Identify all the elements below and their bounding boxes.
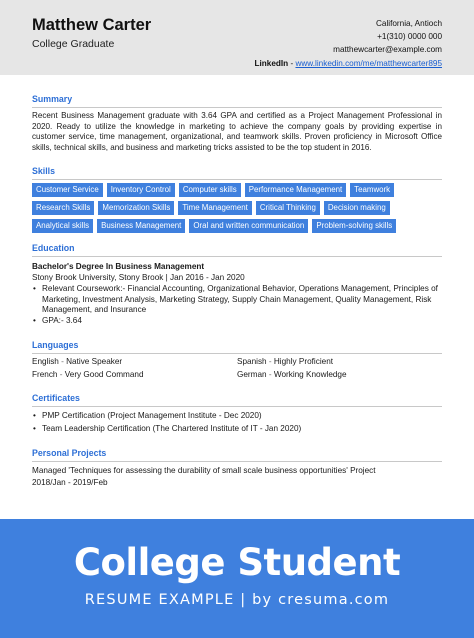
school-line: Stony Brook University, Stony Brook | Jan 2016 - Jan 2020 bbox=[32, 272, 245, 282]
coursework-item: • Relevant Coursework:- Financial Accounting, Organizational Behavior, Operations Management, Principles of Marketing, Investment Analysis, Marketing Strategy, Supply Chain Management, Quality Management, Risk Management, and Insurance bbox=[32, 284, 442, 316]
certificates-divider bbox=[32, 406, 442, 407]
skills-row bbox=[32, 183, 452, 197]
language-item bbox=[237, 357, 333, 366]
certificates-list bbox=[32, 409, 442, 435]
skills-row bbox=[32, 219, 452, 233]
skill-tag: Analytical skills bbox=[32, 219, 93, 233]
skill-tag: Teamwork bbox=[350, 183, 394, 197]
resume-header bbox=[0, 0, 474, 75]
skill-tag: Performance Management bbox=[245, 183, 346, 197]
projects-divider bbox=[32, 461, 442, 462]
linkedin-label: LinkedIn bbox=[254, 58, 289, 68]
candidate-title: College Graduate bbox=[32, 38, 115, 50]
education-bullets bbox=[32, 284, 442, 326]
summary-heading: Summary bbox=[32, 94, 73, 104]
certificate-item: • Team Leadership Certification (The Chartered Institute of IT - Jan 2020) bbox=[32, 422, 442, 435]
languages-heading: Languages bbox=[32, 340, 79, 350]
skill-tag: Time Management bbox=[178, 201, 252, 215]
language-name: Spanish bbox=[237, 357, 267, 366]
education-divider bbox=[32, 256, 442, 257]
skills-list bbox=[32, 183, 452, 237]
skill-tag: Memorization Skills bbox=[98, 201, 174, 215]
projects-heading: Personal Projects bbox=[32, 448, 107, 458]
skill-tag: Problem-solving skills bbox=[312, 219, 396, 233]
language-item bbox=[237, 370, 347, 379]
gpa-item: • GPA:- 3.64 bbox=[32, 316, 442, 327]
summary-text: Recent Business Management graduate with 3.64 GPA and certified as a Project Management Professional in 2020. Ready to utilize the knowledge in marketing to achieve the company goals by providing expertise in customer service, time management, organizational, and teamwork skills. Proven proficiency in Microsoft Office skills, technical skills, and business and marketing tricks assisted to be the top student in 2016. bbox=[32, 111, 442, 152]
languages-divider bbox=[32, 353, 442, 354]
promo-banner bbox=[0, 519, 474, 638]
education-heading: Education bbox=[32, 243, 75, 253]
language-name: German bbox=[237, 370, 267, 379]
language-separator: - bbox=[266, 357, 274, 366]
skill-tag: Research Skills bbox=[32, 201, 94, 215]
project-dates: 2018/Jan - 2019/Feb bbox=[32, 477, 108, 487]
linkedin-line bbox=[255, 57, 442, 70]
summary-divider bbox=[32, 107, 442, 108]
skill-tag: Decision making bbox=[324, 201, 390, 215]
location-text: California, Antioch bbox=[376, 19, 442, 28]
language-name: French bbox=[32, 370, 58, 379]
contact-block bbox=[255, 17, 442, 70]
language-level: Working Knowledge bbox=[273, 370, 347, 379]
language-item bbox=[32, 357, 122, 366]
project-block bbox=[32, 465, 442, 488]
degree-title: Bachelor's Degree In Business Management bbox=[32, 262, 205, 271]
skill-tag: Business Management bbox=[97, 219, 185, 233]
language-level: Native Speaker bbox=[66, 357, 123, 366]
skills-divider bbox=[32, 179, 442, 180]
education-block bbox=[32, 262, 442, 327]
skills-heading: Skills bbox=[32, 166, 55, 176]
banner-title: College Student bbox=[73, 541, 401, 584]
certificate-item: • PMP Certification (Project Management Institute - Dec 2020) bbox=[32, 409, 442, 422]
language-level: Highly Proficient bbox=[273, 357, 334, 366]
language-item bbox=[32, 370, 144, 379]
skill-tag: Inventory Control bbox=[107, 183, 175, 197]
certificates-heading: Certificates bbox=[32, 393, 80, 403]
email-text: matthewcarter@example.com bbox=[333, 45, 442, 55]
skill-tag: Computer skills bbox=[179, 183, 241, 197]
skill-tag: Oral and written communication bbox=[189, 219, 308, 233]
language-level: Very Good Command bbox=[64, 370, 144, 379]
language-separator: - bbox=[57, 370, 65, 379]
certificates-block bbox=[32, 408, 442, 435]
language-name: English bbox=[32, 357, 59, 366]
skill-tag: Critical Thinking bbox=[256, 201, 320, 215]
project-description: Managed 'Techniques for assessing the durability of small scale business opportunities' Project bbox=[32, 466, 376, 475]
language-separator: - bbox=[58, 357, 67, 366]
candidate-name: Matthew Carter bbox=[32, 16, 152, 34]
skill-tag: Customer Service bbox=[32, 183, 103, 197]
linkedin-link[interactable]: www.linkedin.com/me/matthewcarter895 bbox=[295, 58, 442, 68]
language-separator: - bbox=[266, 370, 274, 379]
phone-text: +1(310) 0000 000 bbox=[377, 32, 442, 42]
linkedin-separator: - bbox=[288, 58, 296, 68]
banner-subtitle: RESUME EXAMPLE | by cresuma.com bbox=[84, 592, 390, 608]
skills-row bbox=[32, 201, 452, 215]
